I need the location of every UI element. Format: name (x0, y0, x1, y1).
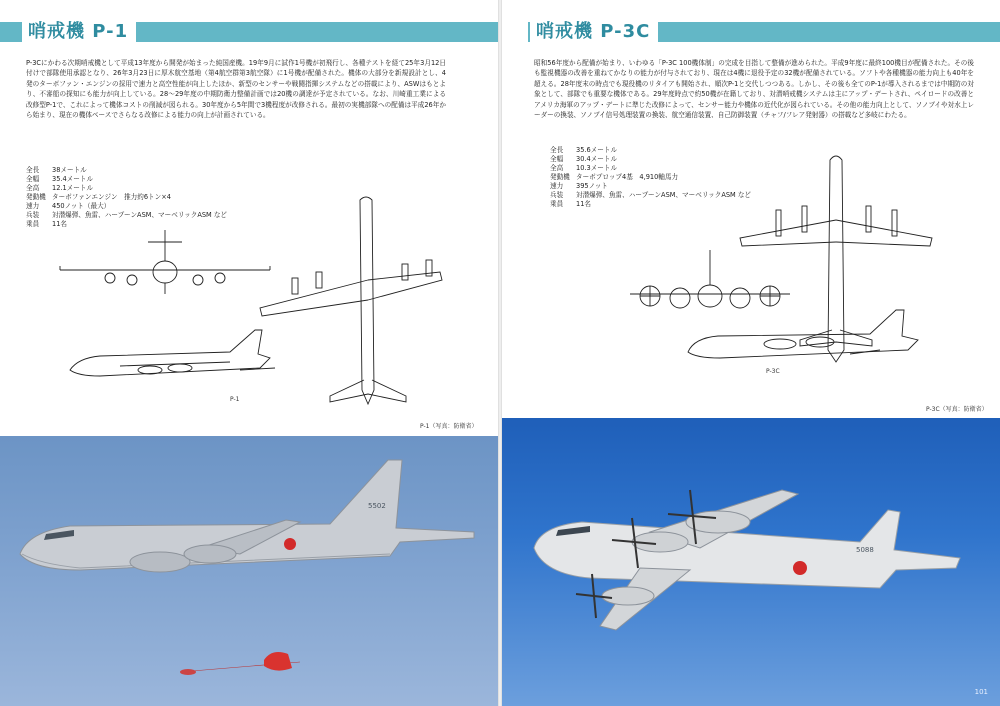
three-view-drawing (540, 150, 980, 420)
spec-value: 対潜爆弾、魚雷、ハープーンASM、マーベリックASM など (576, 191, 752, 199)
spec-value: 11名 (52, 220, 67, 228)
spec-label: 乗員 (550, 200, 564, 208)
spec-label: 発動機 (26, 193, 46, 201)
spec-value: 35.6メートル (576, 146, 618, 154)
spec-label: 速力 (26, 202, 40, 210)
spec-value: 35.4メートル (52, 175, 94, 183)
page-gutter (498, 0, 502, 706)
front-view-drawing (630, 250, 790, 308)
spec-value: 395ノット (576, 182, 608, 190)
tail-number: 5088 (856, 546, 874, 554)
spec-value: 38メートル (52, 166, 87, 174)
spec-row (26, 166, 256, 175)
aircraft-photo (0, 436, 500, 706)
spec-value: 450ノット（最大） (52, 202, 111, 210)
tail-number: 5502 (368, 502, 386, 510)
spec-value: 対潜爆弾、魚雷、ハープーンASM、マーベリックASM など (52, 211, 228, 219)
spec-label: 全幅 (550, 155, 564, 163)
page-title: 哨戒機 P-1 (22, 18, 136, 46)
spec-label: 全高 (26, 184, 40, 192)
spec-label: 全長 (26, 166, 40, 174)
spec-label: 全長 (550, 146, 564, 154)
p3c-aircraft-image (500, 418, 1000, 706)
photo-credit: P-1（写真：防衛省） (420, 423, 478, 430)
spec-label: 全幅 (26, 175, 40, 183)
spec-row (26, 175, 256, 184)
top-view-drawing (740, 156, 932, 362)
photo-credit: P-3C（写真：防衛省） (926, 406, 988, 413)
spec-label: 乗員 (26, 220, 40, 228)
spec-label: 兵装 (26, 211, 40, 219)
three-view-drawing (30, 190, 470, 430)
spec-label: 速力 (550, 182, 564, 190)
drawing-caption: P-1 (230, 396, 240, 403)
spec-label: 兵装 (550, 191, 564, 199)
spec-label: 発動機 (550, 173, 570, 181)
spec-label: 全高 (550, 164, 564, 172)
page-title: 哨戒機 P-3C (530, 18, 658, 46)
aircraft-photo (500, 418, 1000, 706)
spec-value: ターボプロップ4基 4,910軸馬力 (576, 173, 679, 181)
body-text: 昭和56年度から配備が始まり、いわゆる「P-3C 100機体制」の完成を目指して整備が進められた。平成9年度に最終100機目が配備された。その後も監視機器の改善を重ねてかなりの能力が付与されており、現在は4機に退役予定の32機が配備されている。ソフトや各種機器の能力向上も40年を超える。28年度末の時点でも現役機のリタイアも開始され、順次P-1と交代しつつある。しかし、その後も全てのP-1が導入されるまでは中期防の対象として、部隊でも重要な機体である。29年度時点で約50機が在籍しており、対潜哨戒機システムは主にアップ・デートされ、ペイロードの改善とアメリカ海軍のアップ・デートに準じた改修によって、センサー能力や機体の近代化が図られている。その他の能力向上として、ソノブイや対水上レーダーの換装、ソノブイ信号処理装置の換装、航空通信装置、自己防御装置（チャフ/フレア発射器）の搭載など多岐にわたる。 (534, 59, 974, 120)
spec-value: 10.3メートル (576, 164, 618, 172)
spec-value: ターボファンエンジン 推力約6トン×4 (52, 193, 171, 201)
side-view-drawing (688, 310, 918, 358)
body-text: P-3Cにかわる次期哨戒機として平成13年度から開発が始まった純国産機。19年9月に試作1号機が初飛行し、各種テストを経て25年3月12日付けで部隊使用承認となり、26年3月23日に厚木航空基地（第4航空群第3航空隊）に1号機が配備された。機体の大部分を新規設計とし、4発のターボファン・エンジンの採用で速力と高空性能が向上したほか、新型のセンサーや戦闘指揮システムなどの搭載により、ASWはもとより、不審船の探知にも能力が向上している。28～29年度の中期防衛力整備計画では20機の調達が予定されている。なお、川崎重工業による改修型P-1で、これによって機体コストの削減が図られる。30年度から5年間で3機程度が改修される。最初の実機部隊への配備は平成26年から始まり、現在の機体ベースでさらなる改修による能力の向上が計画されている。 (26, 59, 446, 120)
drawing-caption: P-3C (766, 368, 780, 375)
front-view-drawing (60, 230, 270, 294)
spec-value: 11名 (576, 200, 591, 208)
top-view-drawing (260, 197, 442, 404)
page-number: 101 (974, 688, 988, 696)
p1-aircraft-image (0, 436, 500, 706)
spec-value: 30.4メートル (576, 155, 618, 163)
right-page (500, 0, 1000, 706)
spec-value: 12.1メートル (52, 184, 94, 192)
side-view-drawing (70, 330, 275, 376)
